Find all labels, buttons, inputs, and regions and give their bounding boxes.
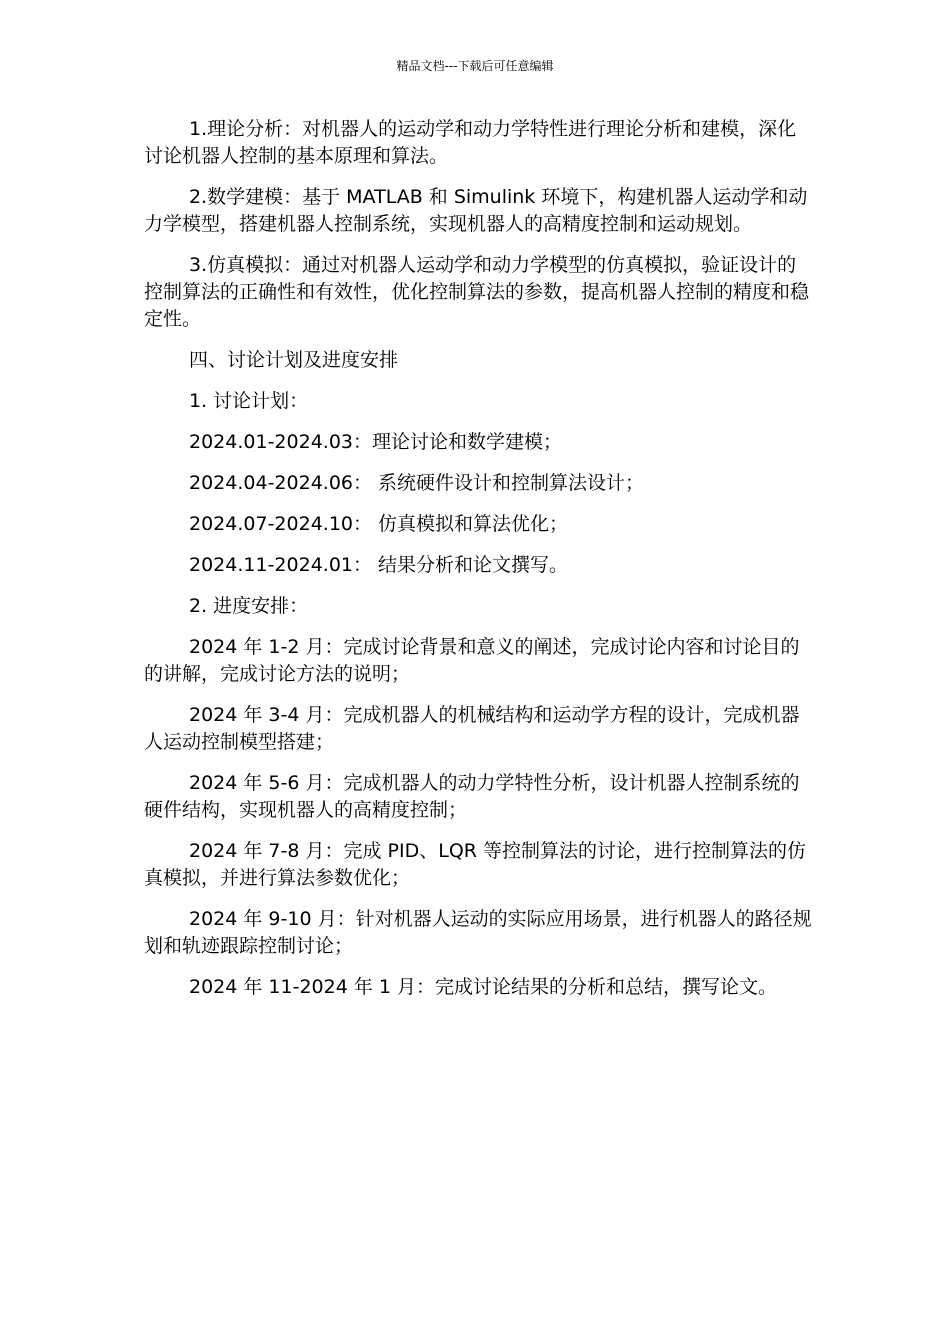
schedule-item-3: 2024 年 5-6 月：完成机器人的动力学特性分析，设计机器人控制系统的硬件结构，实现机器人的高精度控制； [144,772,800,821]
plan-item-3: 2024.07-2024.10： 仿真模拟和算法优化； [189,513,569,535]
plan-item-2: 2024.04-2024.06： 系统硬件设计和控制算法设计； [189,472,645,494]
schedule-item-1: 2024 年 1-2 月：完成讨论背景和意义的阐述，完成讨论内容和讨论目的的讲解，完成讨论方法的说明； [144,636,800,685]
schedule-item-4: 2024 年 7-8 月：完成 PID、LQR 等控制算法的讨论，进行控制算法的仿真模拟，并进行算法参数优化； [144,840,807,889]
section-heading-plan: 四、讨论计划及进度安排 [189,349,399,371]
schedule-item-2: 2024 年 3-4 月：完成机器人的机械结构和运动学方程的设计，完成机器人运动控制模型搭建； [144,704,800,753]
subheading-research-plan: 1. 讨论计划： [189,390,309,412]
paragraph-math-modeling: 2.数学建模：基于 MATLAB 和 Simulink 环境下，构建机器人运动学和动力学模型，搭建机器人控制系统，实现机器人的高精度控制和运动规划。 [144,186,808,235]
schedule-item-6: 2024 年 11-2024 年 1 月：完成讨论结果的分析和总结，撰写论文。 [189,976,778,998]
paragraph-theory-analysis: 1.理论分析：对机器人的运动学和动力学特性进行理论分析和建模，深化讨论机器人控制的基本原理和算法。 [144,118,797,167]
plan-item-4: 2024.11-2024.01： 结果分析和论文撰写。 [189,554,569,576]
document-body [144,116,812,1015]
plan-item-1: 2024.01-2024.03：理论讨论和数学建模； [189,431,562,453]
subheading-schedule: 2. 进度安排： [189,595,309,617]
schedule-item-5: 2024 年 9-10 月：针对机器人运动的实际应用场景，进行机器人的路径规划和轨迹跟踪控制讨论； [144,908,812,957]
page-header: 精品文档---下载后可任意编辑 [396,59,554,73]
paragraph-simulation: 3.仿真模拟：通过对机器人运动学和动力学模型的仿真模拟，验证设计的控制算法的正确性和有效性，优化控制算法的参数，提高机器人控制的精度和稳定性。 [144,254,810,330]
